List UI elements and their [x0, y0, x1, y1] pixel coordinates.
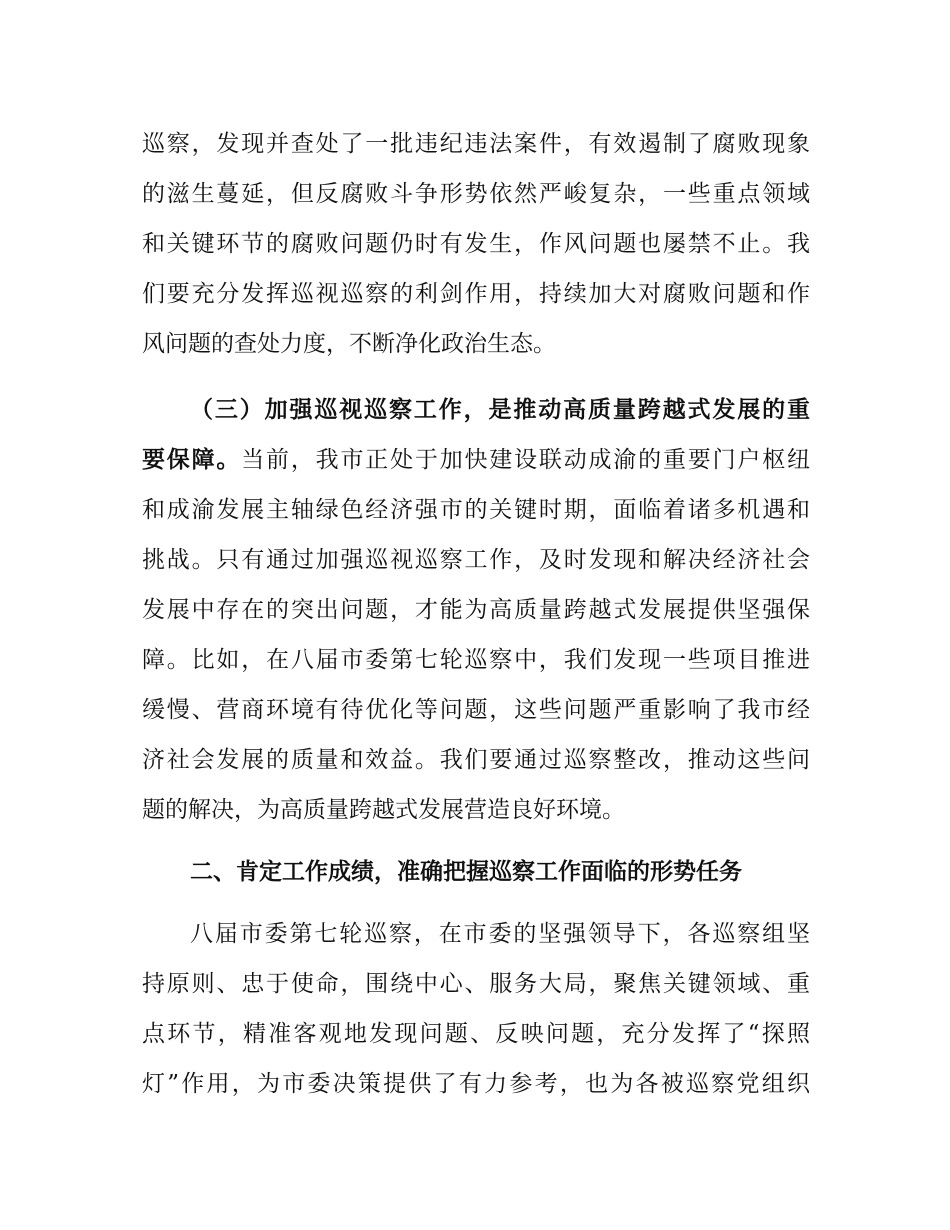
paragraph-line: 和成渝发展主轴绿色经济强市的关键时期，面临着诸多机遇和	[142, 497, 810, 523]
subheading-tail: 要保障。	[142, 447, 242, 473]
paragraph-line: 题的解决，为高质量跨越式发展营造良好环境。	[142, 797, 625, 823]
paragraph-line: 的滋生蔓延，但反腐败斗争形势依然严峻复杂，一些重点领域	[142, 181, 810, 207]
paragraph-line: 挑战。只有通过加强巡视巡察工作，及时发现和解决经济社会	[142, 547, 810, 573]
section-heading: 二、肯定工作成绩，准确把握巡察工作面临的形势任务	[190, 859, 742, 885]
paragraph-line: 巡察，发现并查处了一批违纪违法案件，有效遏制了腐败现象	[142, 131, 810, 157]
subheading-continuation-line	[142, 440, 810, 480]
paragraph-line: 缓慢、营商环境有待优化等问题，这些问题严重影响了我市经	[142, 697, 810, 723]
paragraph-line: 障。比如，在八届市委第七轮巡察中，我们发现一些项目推进	[142, 647, 810, 673]
paragraph-line: 风问题的查处力度，不断净化政治生态。	[142, 331, 556, 357]
paragraph-line: 和关键环节的腐败问题仍时有发生，作风问题也屡禁不止。我	[142, 231, 810, 257]
subheading-line: （三）加强巡视巡察工作，是推动高质量跨越式发展的重	[190, 397, 810, 423]
paragraph-line: 持原则、忠于使命，围绕中心、服务大局，聚焦关键领域、重	[142, 971, 810, 997]
paragraph-text: 当前，我市正处于加快建设联动成渝的重要门户枢纽	[241, 447, 811, 473]
paragraph-line: 八届市委第七轮巡察，在市委的坚强领导下，各巡察组坚	[190, 921, 810, 947]
paragraph-line: 灯”作用，为市委决策提供了有力参考，也为各被巡察党组织	[142, 1071, 810, 1097]
paragraph-line: 们要充分发挥巡视巡察的利剑作用，持续加大对腐败问题和作	[142, 281, 810, 307]
paragraph-line: 发展中存在的突出问题，才能为高质量跨越式发展提供坚强保	[142, 597, 810, 623]
paragraph-line: 点环节，精准客观地发现问题、反映问题，充分发挥了“探照	[142, 1021, 810, 1047]
paragraph-line: 济社会发展的质量和效益。我们要通过巡察整改，推动这些问	[142, 747, 810, 773]
